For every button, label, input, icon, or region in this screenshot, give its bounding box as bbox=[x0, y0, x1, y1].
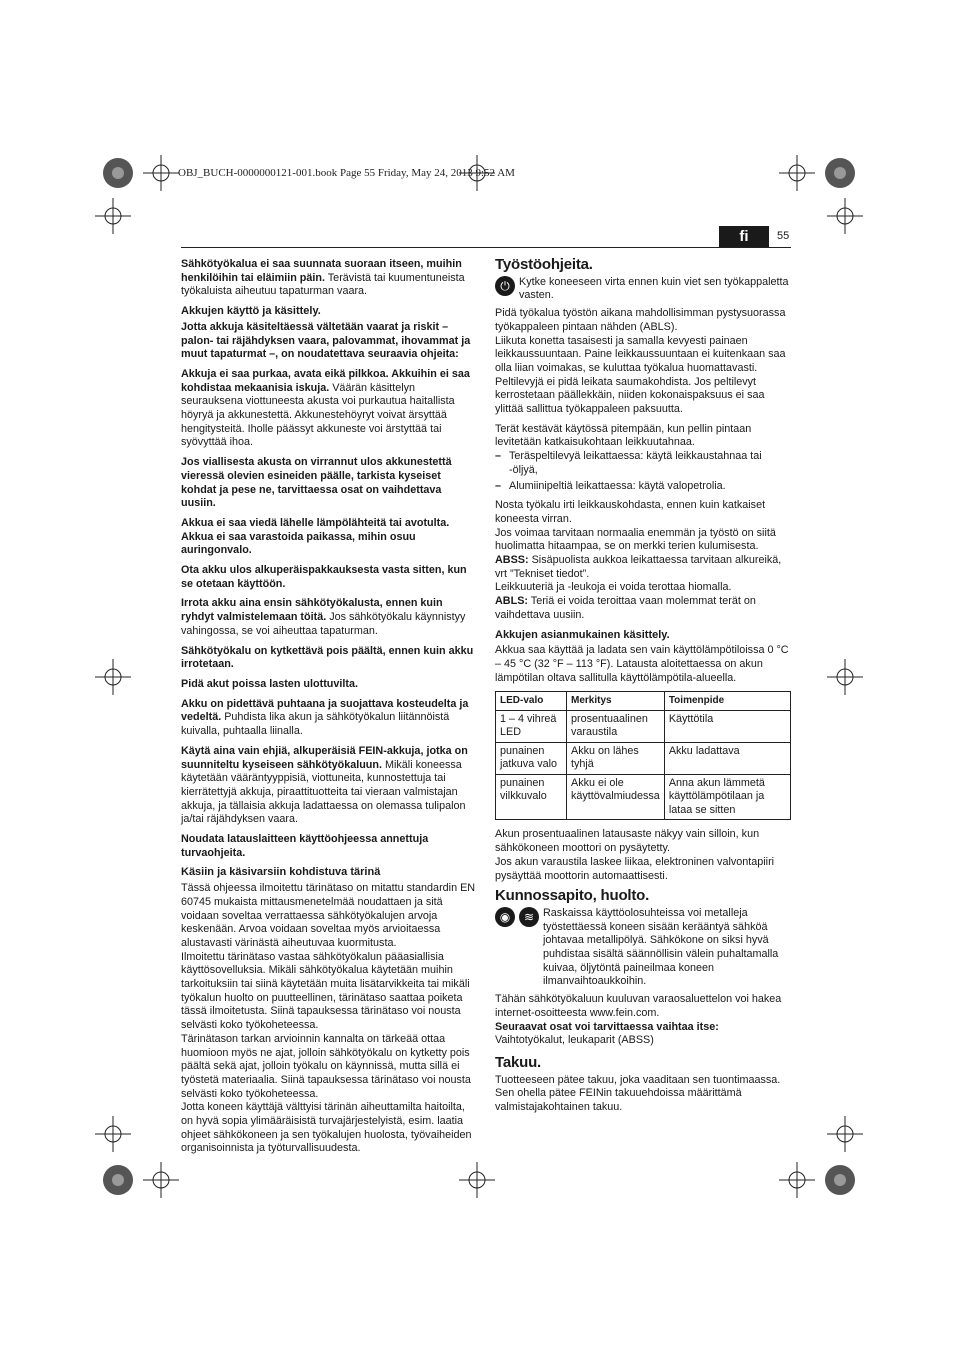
paragraph: Jotta akkuja käsiteltäessä vältetään vaarat ja riskit – palon- tai räjähdyksen vaara, palovammat, ihovammat ja muut tapaturmat –, on noudatettava seuraavia ohjeita: bbox=[181, 320, 471, 361]
paragraph: Ota akku ulos alkuperäispakkauksesta vasta sitten, kun se otetaan käyttöön. bbox=[181, 564, 467, 590]
table-cell: 1 – 4 vihreä LED bbox=[496, 710, 567, 742]
table-header-cell: LED-valo bbox=[496, 692, 567, 711]
list-item: – Alumiinipeltiä leikattaessa: käytä valopetrolia. bbox=[495, 479, 726, 492]
registration-mark-bottom-right bbox=[823, 1163, 857, 1197]
section-title-vibration: Käsiin ja käsivarsiin kohdistuva tärinä bbox=[181, 866, 381, 879]
crosshair-mark-top-a bbox=[143, 155, 179, 191]
maintenance-instruction: ◉ ≋ Raskaissa käyttöolosuhteissa voi metalleja työstettäessä koneen sisään kerääntyä sähköä johtavaa metallipölyä. Sähkökone on siksi hyvä puhdistaa sisältä säännöllisin välein puhaltamalla kuivaa, öljytöntä paineilmaa koneen ilmanvaihtoaukkoihin. bbox=[495, 907, 791, 989]
list-item: – Teräspeltilevyä leikattaessa: käytä leikkaustahnaa tai -öljyä, bbox=[495, 450, 762, 476]
table-cell: Akku on lähes tyhjä bbox=[567, 742, 665, 774]
table-header-cell: Toimenpide bbox=[664, 692, 790, 711]
section-title-maintenance: Kunnossapito, huolto. bbox=[495, 887, 650, 905]
paragraph: Tuotteeseen pätee takuu, joka vaaditaan sen tuontimaassa. Sen ohella pätee FEINin takuuehdoissa määrittämä valmistajakohtainen takuu. bbox=[495, 1073, 781, 1114]
crosshair-mark-right-3 bbox=[827, 1116, 863, 1152]
table-cell: punainen jatkuva valo bbox=[496, 742, 567, 774]
language-tab: fi bbox=[719, 226, 769, 248]
table-cell: Käyttötila bbox=[664, 710, 790, 742]
paragraph: Pidä akut poissa lasten ulottuvilta. bbox=[181, 677, 358, 690]
crosshair-mark-left-3 bbox=[95, 1116, 131, 1152]
table-cell: Anna akun lämmetä käyttölämpötilaan ja lataa se sitten bbox=[664, 774, 790, 820]
paragraph: Nosta työkalu irti leikkauskohdasta, ennen kuin katkaiset koneesta virran. bbox=[495, 499, 766, 525]
paragraph: Akun prosentuaalinen latausaste näkyy vain silloin, kun sähkökoneen moottori on pysäytetty. bbox=[495, 828, 760, 855]
table-header-row bbox=[496, 692, 791, 711]
right-column bbox=[495, 258, 791, 1121]
plug-icon: ⏻ bbox=[495, 276, 515, 296]
table-cell: punainen vilkkuvalo bbox=[496, 774, 567, 820]
paragraph: Irrota akku aina ensin sähkötyökalusta, ennen kuin ryhdyt valmistelemaan töitä. Jos sähkötyökalu käynnistyy vahingossa, se voi aiheuttaa tapaturman. bbox=[181, 597, 466, 637]
left-column bbox=[181, 258, 477, 1156]
paragraph: Liikuta konetta tasaisesti ja samalla kevyesti painaen leikkaussuuntaan. Paine leikkaussuuntaan ei kuitenkaan saa olla liian voimakas, se kuluttaa työkalua huomattavasti. bbox=[495, 334, 786, 374]
crosshair-mark-bottom-c bbox=[779, 1162, 815, 1198]
header-rule bbox=[181, 247, 791, 248]
paragraph: Tärinätason tarkan arvioinnin kannalta on tärkeää ottaa huomioon myös ne ajat, jolloin sähkötyökalu on kytketty pois päältä sekä ajat, jolloin työkalu on käynnissä, mutta sillä ei työstetä materiaalia. Siinä tapauksessa tärinätaso voi nousta selvästi koko työkoheteessa. bbox=[181, 1032, 471, 1100]
paragraph: Seuraavat osat voi tarvittaessa vaihtaa itse: Vaihtotyökalut, leukaparit (ABSS) bbox=[495, 1020, 719, 1047]
crosshair-mark-left-2 bbox=[95, 659, 131, 695]
table-row bbox=[496, 742, 791, 774]
paragraph: Akku on pidettävä puhtaana ja suojattava kosteudelta ja vedeltä. Puhdista lika akun ja sähkötyökalun liitännöistä kuivalla, puhtaalla liinalla. bbox=[181, 697, 469, 738]
paragraph: Jos akun varaustila laskee liikaa, elektroninen valvontapiiri pysäyttää moottorin automaattisesti. bbox=[495, 855, 775, 882]
paragraph: Käytä aina vain ehjiä, alkuperäisiä FEIN-akkuja, jotka on suunniteltu kyseiseen sähkötyökaluun. Mikäli koneessa käytetään vääräntyyppisiä, viottuneita, kunnostettuja tai kierrätettyjä akkuja, piraattituotteita tai vieraan valmistajan akkuja, ja tällaisia akkuja ladattaessa on olemassa tulipalon ja/tai räjähdyksen vaara. bbox=[181, 744, 468, 826]
paragraph: Pidä työkalua työstön aikana mahdollisimman pystysuorassa työkappaleen pintaan nähden (ABLS). bbox=[495, 307, 786, 333]
crosshair-mark-right-2 bbox=[827, 659, 863, 695]
paragraph: Akkua saa käyttää ja ladata sen vain käyttölämpötiloissa 0 °C – 45 °C (32 °F – 113 °F). Latausta aloitettaessa on akun lämpötilan oltava sallitulla käyttölämpötila-alueella. bbox=[495, 644, 789, 684]
paragraph: Sähkötyökalua ei saa suunnata suoraan itseen, muihin henkilöihin tai eläimiin päin. Terävistä tai kuumentuneista työkaluista aiheutuu tapaturman vaara. bbox=[181, 258, 465, 298]
registration-mark-top-right bbox=[823, 156, 857, 190]
table-row bbox=[496, 774, 791, 820]
registration-mark-top-left bbox=[101, 156, 135, 190]
paragraph: ABSS: Sisäpuolista aukkoa leikattaessa tarvitaan alkureikä, vrt ”Tekniset tiedot”. bbox=[495, 554, 782, 580]
dash-bullet: – bbox=[495, 479, 502, 492]
paragraph: Jotta koneen käyttäjä välttyisi tärinän aiheuttamilta haitoilta, on hyvä sopia ylimääräisistä turvajärjestelyistä, esim. laatia ohjeet sähkökoneen ja sen työkalujen huolosta, työvaiheiden organisoinnista ja työturvallisuudesta. bbox=[181, 1101, 472, 1155]
crosshair-mark-bottom-b bbox=[459, 1162, 495, 1198]
table-cell: Akku ladattava bbox=[664, 742, 790, 774]
paragraph: ABLS: Teriä ei voida teroittaa vaan molemmat terät on vaihdettava uusiin. bbox=[495, 595, 756, 621]
dash-bullet: – bbox=[495, 450, 502, 463]
table-cell: Akku ei ole käyttövalmiudessa bbox=[567, 774, 665, 820]
table-cell: prosentuaalinen varaustila bbox=[567, 710, 665, 742]
paragraph: Peltilevyjä ei pidä leikata saumakohdista. Jos peltilevyt kerrostetaan päällekkäin, niiden kokonaispaksuus ei saa ylittää sallittua työkappaleen paksuutta. bbox=[495, 375, 765, 416]
eye-protection-icon: ◉ bbox=[495, 907, 515, 927]
led-table bbox=[495, 691, 791, 820]
paragraph: Jos voimaa tarvitaan normaalia enemmän ja työstö on siitä huolimatta hitaampaa, se on merkki terien kulumisesta. bbox=[495, 526, 776, 553]
table-header-cell: Merkitys bbox=[567, 692, 665, 711]
paragraph: Jos viallisesta akusta on virrannut ulos akkunestettä vieressä olevien esineiden päälle, tarkista kyseiset kohdat ja pese ne, tarvittaessa osat on vaihdettava uusiin. bbox=[181, 456, 452, 510]
paragraph: Akkuja ei saa purkaa, avata eikä pilkkoa. Akkuihin ei saa kohdistaa mekaanisia iskuja. Väärän käsittelyn seurauksena viottuneesta akusta voi purkautua haitallista höyryä ja akkunestettä. Akkunestehöyryt voivat ärsyttää hengitysteitä. Iholle päässyt akkuneste voi ärstyttää tai syövyttää ihoa. bbox=[181, 367, 470, 449]
paragraph: Terät kestävät käytössä pitempään, kun pellin pintaan levitetään katkaisukohtaan leikkuutahnaa. bbox=[495, 422, 752, 449]
paragraph: Noudata latauslaitteen käyttöohjeessa annettuja turvaohjeita. bbox=[181, 833, 429, 859]
crosshair-mark-top-c bbox=[779, 155, 815, 191]
paragraph: Leikkuuteriä ja -leukoja ei voida terottaa hiomalla. bbox=[495, 581, 732, 594]
section-title-work-instructions: Työstöohjeita. bbox=[495, 256, 593, 273]
crosshair-mark-left-1 bbox=[95, 198, 131, 234]
section-title-warranty: Takuu. bbox=[495, 1053, 542, 1071]
air-blow-icon: ≋ bbox=[519, 907, 539, 927]
registration-mark-bottom-left bbox=[101, 1163, 135, 1197]
table-row bbox=[496, 710, 791, 742]
crosshair-mark-right-1 bbox=[827, 198, 863, 234]
book-header-info: OBJ_BUCH-0000000121-001.book Page 55 Friday, May 24, 2013 9:52 AM bbox=[178, 167, 515, 179]
power-instruction: ⏻ Kytke koneeseen virta ennen kuin viet sen työkappaletta vasten. bbox=[495, 276, 791, 303]
crosshair-mark-bottom-a bbox=[143, 1162, 179, 1198]
section-title-battery-use: Akkujen käyttö ja käsittely. bbox=[181, 305, 321, 318]
paragraph: Sähkötyökalu on kytkettävä pois päältä, ennen kuin akku irrotetaan. bbox=[181, 644, 474, 671]
section-title-battery-handling: Akkujen asianmukainen käsittely. bbox=[495, 628, 670, 641]
page-number: 55 bbox=[777, 230, 790, 242]
paragraph: Akkua ei saa viedä lähelle lämpölähteitä tai avotulta. Akkua ei saa varastoida paikassa, mihin osuu auringonvalo. bbox=[181, 516, 450, 557]
paragraph: Ilmoitettu tärinätaso vastaa sähkötyökalun pääasiallisia käyttösovelluksia. Mikäli sähkötyökalua käytetään muihin tarkoituksiin tai siinä käytetään muita lisätarvikkeita tai mikäli työkalun huolto on puutteellinen, tärinätaso saattaa poiketa tässä ilmoitetusta. Siinä tapauksessa tärinätaso voi nousta selvästi koko työkoheteessa. bbox=[181, 950, 470, 1032]
paragraph: Tähän sähkötyökaluun kuuluvan varaosaluettelon voi hakea internet-osoitteesta www.fein.com. bbox=[495, 993, 782, 1019]
paragraph: Tässä ohjeessa ilmoitettu tärinätaso on mitattu standardin EN 60745 mukaista mittausmenetelmää noudattaen ja sitä voidaan soveltaa verrattaessa sähkötyökalujen arvoja keskenään. Arvoa voidaan soveltaa myös arvioitaessa alustavasti värinästä aiheutuvaa kuormitusta. bbox=[181, 882, 476, 949]
